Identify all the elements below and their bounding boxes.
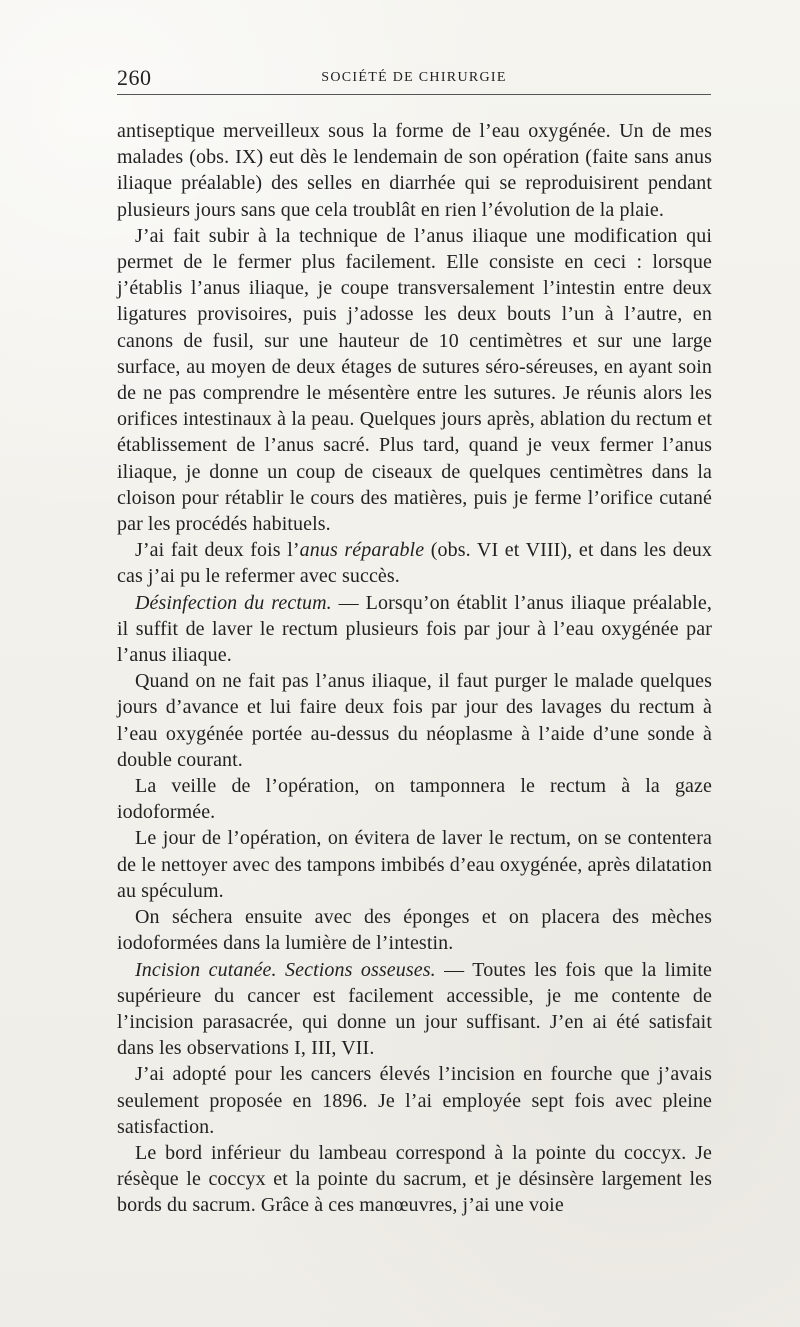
paragraph-3-before: J’ai fait deux fois l’	[135, 539, 300, 562]
page-number: 260	[117, 65, 152, 90]
paragraph-6	[117, 773, 712, 825]
paragraph-3-after: (obs. VI et VIII), et dans les deux cas j’ai pu le refermer avec succès.	[117, 539, 713, 588]
running-title: SOCIÉTÉ DE CHIRURGIE	[321, 70, 507, 85]
paragraph-4-heading: Désinfection du rectum.	[135, 591, 332, 614]
paragraph-11	[117, 1140, 712, 1219]
paragraph-1	[117, 118, 712, 223]
paragraph-9-heading: Incision cutanée. Sections osseuses.	[135, 958, 436, 981]
paragraph-4-text: — Lorsqu’on établit l’anus iliaque préalable, il suffit de laver le rectum plusieurs fois par jour à l’eau oxygénée par l’anus iliaque.	[117, 591, 712, 667]
paragraph-5	[117, 668, 712, 773]
paragraph-9	[117, 957, 712, 1062]
paragraph-11-text: Le bord inférieur du lambeau correspond à la pointe du coccyx. Je résèque le coccyx et la pointe du sacrum, et je désinsère largement les bords du sacrum. Grâce à ces manœuvres, j’ai une voie	[117, 1141, 712, 1217]
paragraph-6-text: La veille de l’opération, on tamponnera le rectum à la gaze iodoformée.	[117, 775, 712, 824]
paragraph-4	[117, 590, 712, 669]
paragraph-1-text: antiseptique merveilleux sous la forme de l’eau oxygénée. Un de mes malades (obs. IX) eut dès le lendemain de son opération (faite sans anus iliaque préalable) des selles en diarrhée qui se reproduisirent pendant plusieurs jours sans que cela troublât en rien l’évolution de la plaie.	[117, 120, 712, 221]
paragraph-10	[117, 1061, 712, 1140]
paragraph-9-text: — Toutes les fois que la limite supérieure du cancer est facilement accessible, je me contente de l’incision parasacrée, qui donne un jour suffisant. J’en ai été satisfait dans les observations I, III, VII.	[117, 958, 712, 1060]
paragraph-3-italic: anus réparable	[299, 539, 425, 562]
paragraph-5-text: Quand on ne fait pas l’anus iliaque, il faut purger le malade quelques jours d’avance et lui faire deux fois par jour des lavages du rectum à l’eau oxygénée portée au-dessus du néoplasme à l’aide d’une sonde à double courant.	[117, 670, 712, 771]
paragraph-7	[117, 825, 712, 904]
paragraph-2	[117, 223, 712, 537]
page-header	[117, 66, 711, 95]
paragraph-8-text: On séchera ensuite avec des éponges et on placera des mèches iodoformées dans la lumière de l’intestin.	[117, 906, 712, 955]
paragraph-3	[117, 537, 712, 589]
paragraph-7-text: Le jour de l’opération, on évitera de laver le rectum, on se contentera de le nettoyer avec des tampons imbibés d’eau oxygénée, après dilatation au spéculum.	[117, 827, 712, 902]
paragraph-8	[117, 904, 712, 956]
paragraph-10-text: J’ai adopté pour les cancers élevés l’incision en fourche que j’avais seulement proposée en 1896. Je l’ai employée sept fois avec pleine satisfaction.	[117, 1063, 712, 1138]
paragraph-2-text: J’ai fait subir à la technique de l’anus iliaque une modification qui permet de le fermer plus facilement. Elle consiste en ceci : lorsque j’établis l’anus iliaque, je coupe transversalement l’intestin entre deux ligatures provisoires, puis j’adosse les deux bouts l’un à l’autre, en canons de fusil, sur une hauteur de 10 centimètres et sur une large surface, au moyen de deux étages de sutures séro-séreuses, en ayant soin de ne pas comprendre le mésentère entre les sutures. Je réunis alors les orifices intestinaux à la peau. Quelques jours après, ablation du rectum et établissement de l’anus sacré. Plus tard, quand je veux fermer l’anus iliaque, je donne un coup de ciseaux de quelques centimètres dans la cloison pour rétablir le cours des matières, puis je ferme l’orifice cutané par les procédés habituels.	[117, 224, 712, 536]
body-text	[117, 118, 712, 1219]
